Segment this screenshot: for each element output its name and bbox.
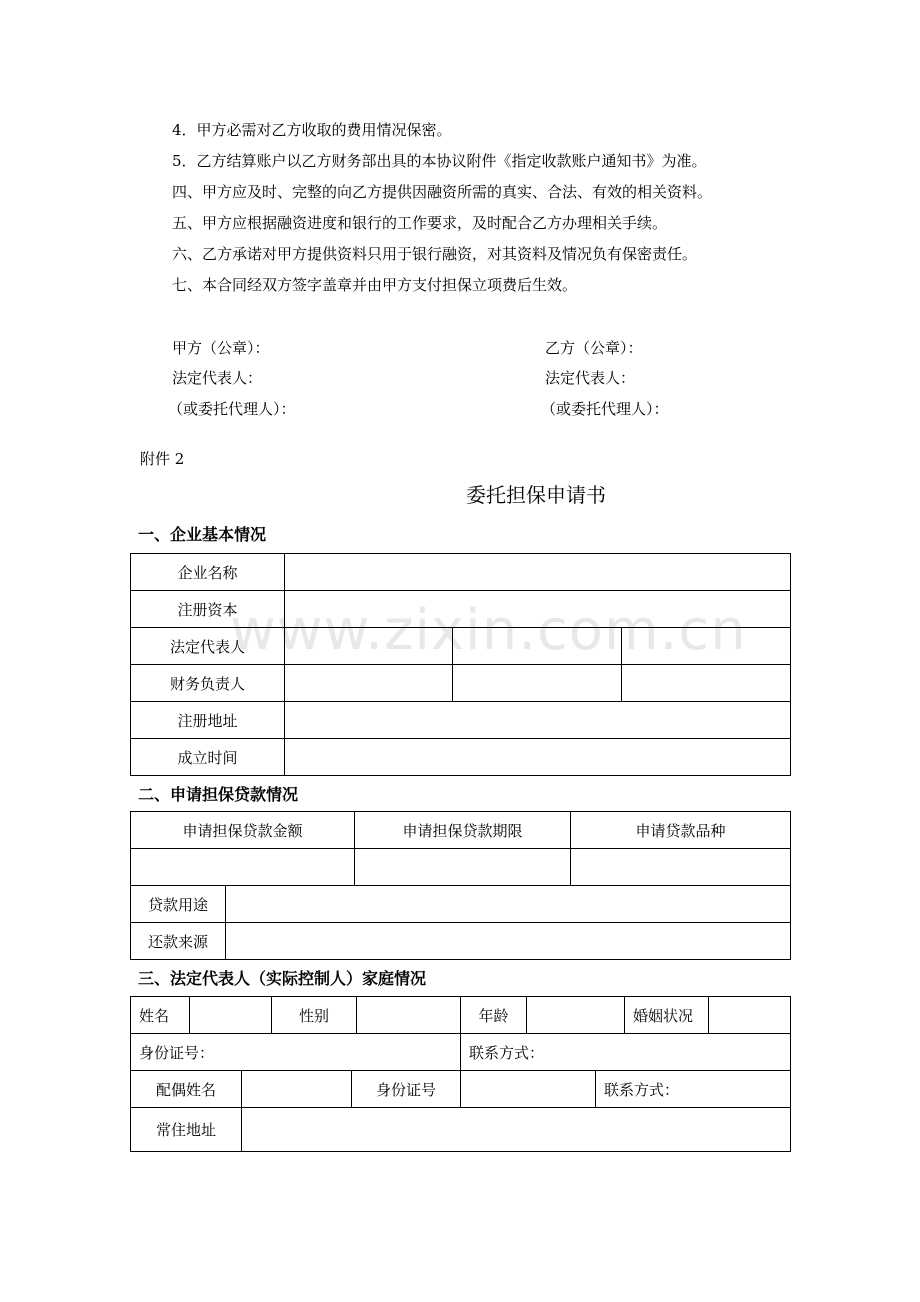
label-age: 年龄 [461,997,527,1034]
registered-address-field[interactable] [285,702,791,739]
legal-rep-field-1[interactable] [285,628,453,665]
spouse-id-field[interactable] [461,1071,596,1108]
label-spouse-name: 配偶姓名 [131,1071,242,1108]
label-repayment-source: 还款来源 [131,923,226,960]
finance-head-field-2[interactable] [453,665,622,702]
label-spouse-id: 身份证号 [352,1071,461,1108]
party-b-agent-label: （或委托代理人）： [541,400,669,418]
spouse-name-field[interactable] [242,1071,352,1108]
paragraph: 七、本合同经双方签字盖章并由甲方支付担保立项费后生效。 [172,276,578,294]
legal-rep-field-2[interactable] [453,628,622,665]
company-info-table [130,553,791,776]
paragraph: 四、甲方应及时、完整的向乙方提供因融资所需的真实、合法、有效的相关资料。 [172,183,713,201]
founding-date-field[interactable] [285,739,791,776]
id-number-field[interactable]: 身份证号： [131,1034,461,1071]
header-loan-type: 申请贷款品种 [571,812,791,849]
section3-heading: 三、法定代表人（实际控制人）家庭情况 [138,969,427,988]
label-marital-status: 婚姻状况 [625,997,709,1034]
spouse-contact-field[interactable]: 联系方式： [596,1071,791,1108]
label-company-name: 企业名称 [131,554,285,591]
label-loan-purpose: 贷款用途 [131,886,226,923]
loan-type-field[interactable] [571,849,791,886]
label-registered-address: 注册地址 [131,702,285,739]
header-loan-amount: 申请担保贷款金额 [131,812,355,849]
section1-heading: 一、企业基本情况 [138,525,267,544]
gender-field[interactable] [357,997,461,1034]
label-founding-date: 成立时间 [131,739,285,776]
finance-head-field-1[interactable] [285,665,453,702]
finance-head-field-3[interactable] [622,665,791,702]
label-gender: 性别 [272,997,357,1034]
marital-status-field[interactable] [709,997,791,1034]
label-legal-rep: 法定代表人 [131,628,285,665]
legal-rep-field-3[interactable] [622,628,791,665]
party-b-seal-label: 乙方（公章）： [545,339,643,357]
loan-purpose-field[interactable] [226,886,791,923]
party-a-agent-label: （或委托代理人）： [168,400,296,418]
residence-address-field[interactable] [242,1108,791,1152]
repayment-source-field[interactable] [226,923,791,960]
paragraph: 六、乙方承诺对甲方提供资料只用于银行融资，对其资料及情况负有保密责任。 [172,245,698,263]
watermark: www.zixin.com.cn [230,598,747,663]
label-finance-head: 财务负责人 [131,665,285,702]
header-loan-term: 申请担保贷款期限 [355,812,571,849]
section2-heading: 二、申请担保贷款情况 [138,785,299,804]
loan-term-field[interactable] [355,849,571,886]
attachment-label: 附件 2 [140,450,185,468]
family-table-row1 [130,996,791,1071]
loan-amount-field[interactable] [131,849,355,886]
family-table-spouse [130,1070,791,1152]
loan-info-table [130,811,791,960]
paragraph: 5．乙方结算账户以乙方财务部出具的本协议附件《指定收款账户通知书》为准。 [172,152,707,170]
label-name: 姓名 [131,997,190,1034]
name-field[interactable] [190,997,272,1034]
document-title: 委托担保申请书 [466,483,606,507]
contact-field[interactable]: 联系方式： [461,1034,791,1071]
company-name-field[interactable] [285,554,791,591]
label-residence-address: 常住地址 [131,1108,242,1152]
age-field[interactable] [527,997,625,1034]
label-registered-capital: 注册资本 [131,591,285,628]
party-a-seal-label: 甲方（公章）： [172,339,270,357]
party-b-rep-label: 法定代表人： [545,369,636,387]
paragraph: 五、甲方应根据融资进度和银行的工作要求，及时配合乙方办理相关手续。 [172,214,668,232]
paragraph: 4．甲方必需对乙方收取的费用情况保密。 [172,121,452,139]
registered-capital-field[interactable] [285,591,791,628]
party-a-rep-label: 法定代表人： [172,369,263,387]
